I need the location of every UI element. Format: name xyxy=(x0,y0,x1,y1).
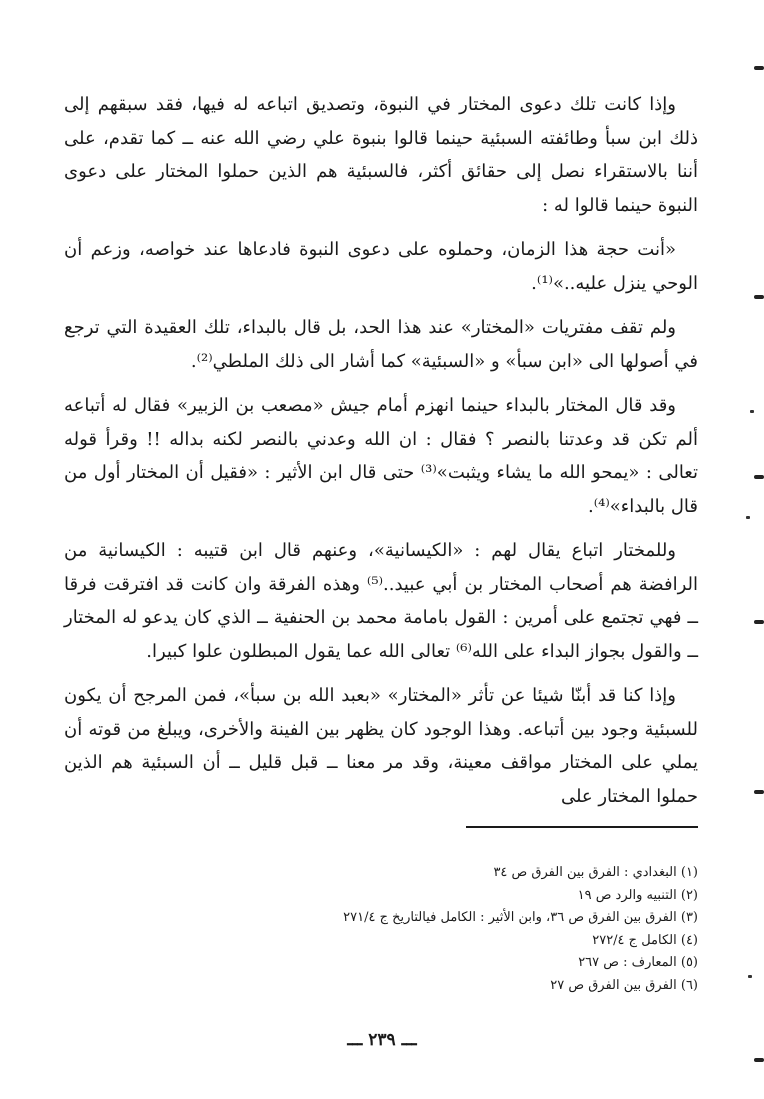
paragraph: وإذا كنا قد أبنّا شيئا عن تأثر «المختار» «بعبد الله بن سبأ»، فمن المرجح أن يكون للسبئية وجود بين أتباعه. وهذا الوجود كان يظهر بين الفينة والأخرى، ويبلغ من قوته أن يملي على المختار مواقف معينة، وقد مر معنا ــ قبل قليل ــ أن السبئية هم الذين حملوا المختار على xyxy=(64,685,698,807)
scan-edge-mark xyxy=(754,1058,764,1062)
scan-dot-mark xyxy=(750,410,754,413)
footnote: (٤) الكامل ج ٢٧٢/٤ xyxy=(592,932,698,948)
footnote: (٣) الفرق بين الفرق ص ٣٦، وابن الأثير : الكامل فيالتاريخ ج ٢٧١/٤ xyxy=(343,910,698,925)
footnote-separator xyxy=(466,826,698,828)
scan-dot-mark xyxy=(746,516,750,519)
footnote: (٥) المعارف : ص ٢٦٧ xyxy=(578,955,698,970)
scan-edge-mark xyxy=(754,790,764,794)
paragraph: وقد قال المختار بالبداء حينما انهزم أمام جيش «مصعب بن الزبير» فقال له أتباعه ألم تكن قد وعدتنا بالنصر ؟ فقال : ان الله وعدني بالنصر لكنه بداله !! وقرأ قوله تعالى : «يمحو الله ما يشاء ويثبت»⁽³⁾ حتى قال ابن الأثير : «فقيل أن المختار أول من قال بالبداء»⁽⁴⁾. xyxy=(64,395,698,517)
page-number: ـــ ٢٣٩ ـــ xyxy=(347,1030,417,1050)
quotation-paragraph: «أنت حجة هذا الزمان، وحملوه على دعوى النبوة فادعاها عند خواصه، وزعم أن الوحي ينزل عليه..»⁽¹⁾. xyxy=(64,239,698,294)
footnote: (٦) الفرق بين الفرق ص ٢٧ xyxy=(550,977,698,993)
footnote: (٢) التنبيه والرد ص ١٩ xyxy=(577,887,698,903)
paragraph: وإذا كانت تلك دعوى المختار في النبوة، وتصديق اتباعه له فيها، فقد سبقهم إلى ذلك ابن سبأ وطائفته السبئية حينما قالوا بنبوة علي رضي الله عنه ــ كما تقدم، على أننا بالاستقراء نصل إلى حقائق أكثر، فالسبئية هم الذين حملوا المختار على دعوى النبوة حينما قالوا له : xyxy=(64,94,698,216)
scan-edge-mark xyxy=(754,475,764,479)
scan-edge-mark xyxy=(754,295,764,299)
footnotes xyxy=(198,862,698,997)
paragraph: وللمختار اتباع يقال لهم : «الكيسانية»، وعنهم قال ابن قتيبه : الكيسانية من الرافضة هم أصحاب المختار بن أبي عبيد..⁽⁵⁾ وهذه الفرقة وان كانت قد افترقت فرقا ــ فهي تجتمع على أمرين : القول بامامة محمد بن الحنفية ــ الذي كان يدعو له المختار ــ والقول بجواز البداء على الله⁽⁶⁾ تعالى الله عما يقول المبطلون علوا كبيرا. xyxy=(64,540,699,662)
scan-edge-mark xyxy=(754,620,764,624)
scan-edge-mark xyxy=(754,66,764,70)
paragraph: ولم تقف مفتريات «المختار» عند هذا الحد، بل قال بالبداء، تلك العقيدة التي ترجع في أصولها الى «ابن سبأ» و «السبئية» كما أشار الى ذلك الملطي⁽²⁾. xyxy=(64,317,698,372)
footnote: (١) البغدادي : الفرق بين الفرق ص ٣٤ xyxy=(493,865,698,880)
scan-dot-mark xyxy=(748,975,752,978)
main-text xyxy=(64,88,698,824)
